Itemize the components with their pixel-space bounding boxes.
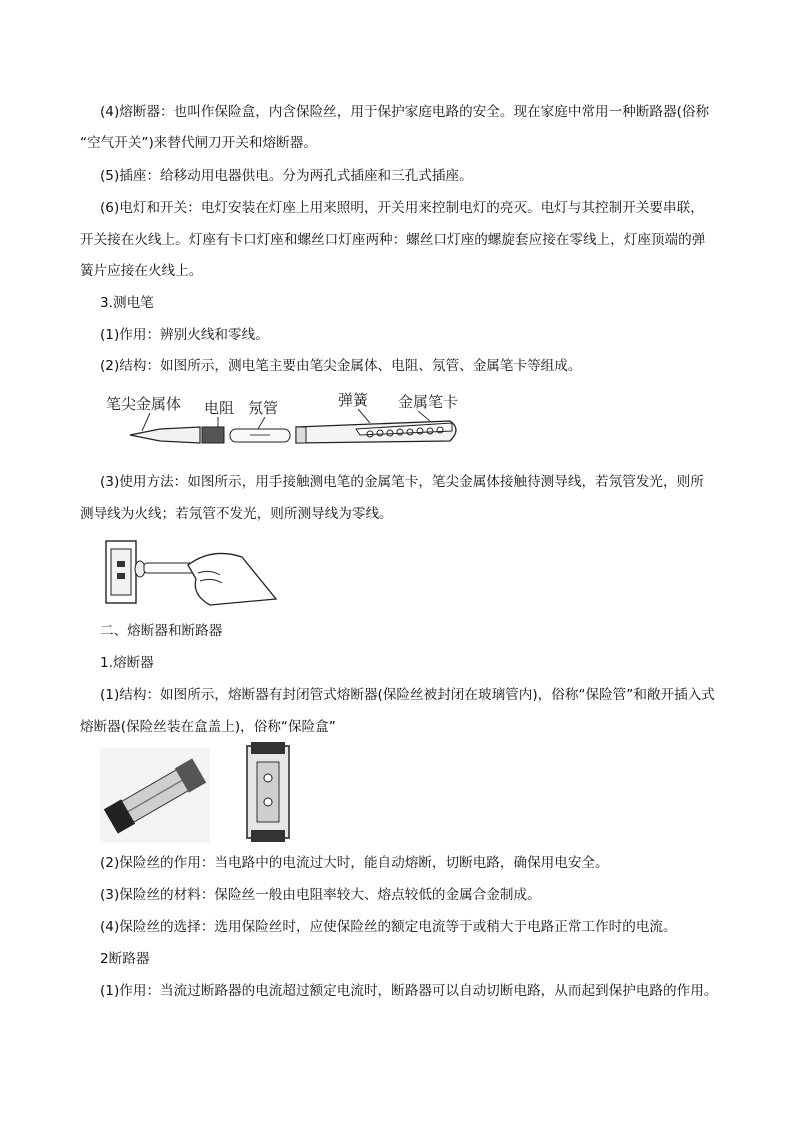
- resistor-shape: [202, 427, 224, 443]
- hand-shape: [188, 553, 276, 605]
- paragraph-fuse-structure: (1)结构：如图所示，熔断器有封闭管式熔断器(保险丝被封闭在玻璃管内)，俗称“保险管”和敞开插入式: [100, 687, 715, 703]
- heading-fuse-and-breaker: 二、熔断器和断路器: [100, 623, 223, 639]
- paragraph-fuse-box-cont: “空气开关”)来替代闸刀开关和熔断器。: [80, 135, 317, 151]
- paragraph-fuse-box: (4)熔断器：也叫作保险盒，内含保险丝，用于保护家庭电路的安全。现在家庭中常用一种断路器(俗称: [100, 104, 710, 120]
- heading-breaker: 2断路器: [100, 951, 150, 967]
- heading-test-pen: 3.测电笔: [100, 295, 154, 311]
- paragraph-pen-function: (1)作用：辨别火线和零线。: [100, 327, 269, 343]
- paragraph-breaker-function: (1)作用：当流过断路器的电流超过额定电流时，断路器可以自动切断电路，从而起到保护电路的作用。: [100, 983, 718, 999]
- paragraph-lamp-switch-cont1: 开关接在火线上。灯座有卡口灯座和螺丝口灯座两种：螺丝口灯座的螺旋套应接在零线上，灯座顶端的弹: [80, 232, 706, 248]
- label-tip: 笔尖金属体: [106, 395, 182, 413]
- paragraph-pen-usage: (3)使用方法：如图所示，用手接触测电笔的金属笔卡，笔尖金属体接触待测导线，若氖管发光，则所: [100, 474, 704, 490]
- paragraph-lamp-switch-cont2: 簧片应接在火线上。: [80, 263, 203, 279]
- label-clip: 金属笔卡: [398, 393, 459, 411]
- fuse-box-figure: [245, 742, 291, 842]
- fuse-tube-figure: [100, 748, 210, 843]
- heading-fuse: 1.熔断器: [100, 655, 154, 671]
- paragraph-socket: (5)插座：给移动用电器供电。分为两孔式插座和三孔式插座。: [100, 168, 473, 184]
- test-pen-figure: [100, 385, 480, 455]
- label-neon: 氖管: [248, 399, 279, 417]
- label-spring: 弹簧: [338, 391, 369, 409]
- paragraph-pen-structure: (2)结构：如图所示，测电笔主要由笔尖金属体、电阻、氖管、金属笔卡等组成。: [100, 358, 582, 374]
- paragraph-lamp-switch: (6)电灯和开关：电灯安装在灯座上用来照明，开关用来控制电灯的亮灭。电灯与其控制开关要串联，: [100, 200, 704, 216]
- paragraph-fuse-wire-function: (2)保险丝的作用：当电路中的电流过大时，能自动熔断，切断电路，确保用电安全。: [100, 855, 609, 871]
- label-resistor: 电阻: [204, 399, 235, 417]
- pen-usage-figure: [100, 535, 280, 610]
- paragraph-fuse-wire-selection: (4)保险丝的选择：选用保险丝时，应使保险丝的额定电流等于或稍大于电路正常工作时的电流。: [100, 919, 677, 935]
- pen-tip-shape: [130, 427, 200, 443]
- paragraph-pen-usage-cont: 测导线为火线；若氖管不发光，则所测导线为零线。: [80, 506, 393, 522]
- paragraph-fuse-structure-cont: 熔断器(保险丝装在盒盖上)，俗称“保险盒”: [80, 719, 336, 735]
- paragraph-fuse-wire-material: (3)保险丝的材料：保险丝一般由电阻率较大、熔点较低的金属合金制成。: [100, 887, 541, 903]
